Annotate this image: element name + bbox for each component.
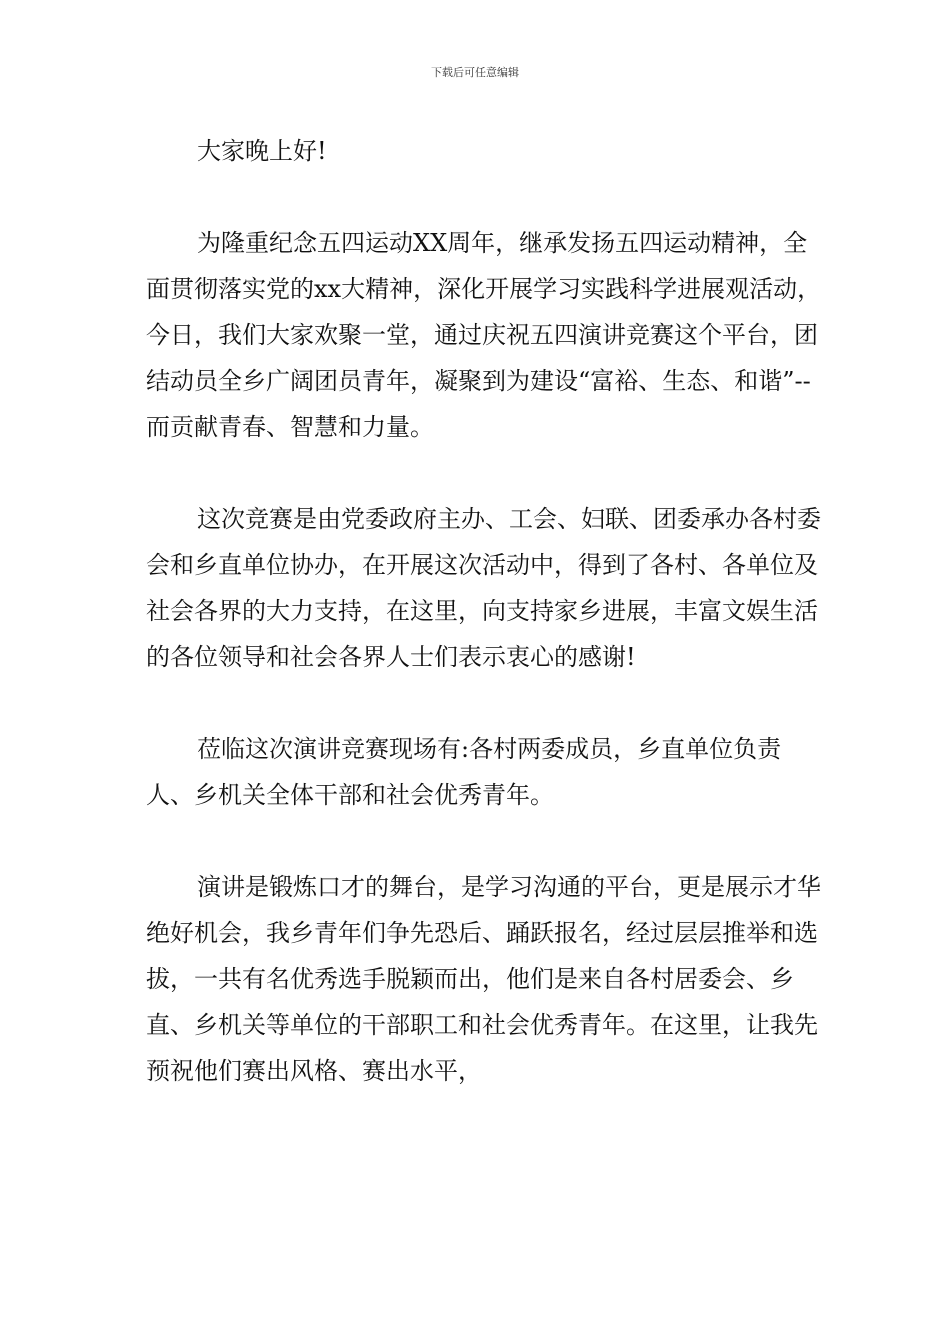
paragraph-spacer (146, 680, 826, 726)
paragraph-spacer (146, 174, 826, 220)
paragraph-spacer (146, 450, 826, 496)
page-header: 下载后可任意编辑 (431, 66, 519, 79)
paragraph-organizers: 这次竞赛是由党委政府主办、工会、妇联、团委承办各村委会和乡直单位协办，在开展这次活动中，得到了各村、各单位及社会各界的大力支持，在这里，向支持家乡进展，丰富文娱生活的各位领导和社会各界人士们表示衷心的感谢! (146, 505, 821, 671)
paragraph-attendees: 莅临这次演讲竞赛现场有:各村两委成员，乡直单位负责人、乡机关全体干部和社会优秀青年。 (146, 735, 782, 809)
greeting-paragraph: 大家晚上好! (197, 137, 327, 165)
document-body (146, 128, 826, 1094)
paragraph-spacer (146, 818, 826, 864)
paragraph-contestants: 演讲是锻炼口才的舞台，是学习沟通的平台，更是展示才华绝好机会，我乡青年们争先恐后、踊跃报名，经过层层推举和选拔，一共有名优秀选手脱颖而出，他们是来自各村居委会、乡直、乡机关等单位的干部职工和社会优秀青年。在这里，让我先预祝他们赛出风格、赛出水平， (146, 873, 821, 1085)
paragraph-commemoration: 为隆重纪念五四运动XX周年，继承发扬五四运动精神，全面贯彻落实党的xx大精神，深化开展学习实践科学进展观活动，今日，我们大家欢聚一堂，通过庆祝五四演讲竞赛这个平台，团结动员全乡广阔团员青年，凝聚到为建设“富裕、生态、和谐”--而贡献青春、智慧和力量。 (146, 229, 822, 441)
